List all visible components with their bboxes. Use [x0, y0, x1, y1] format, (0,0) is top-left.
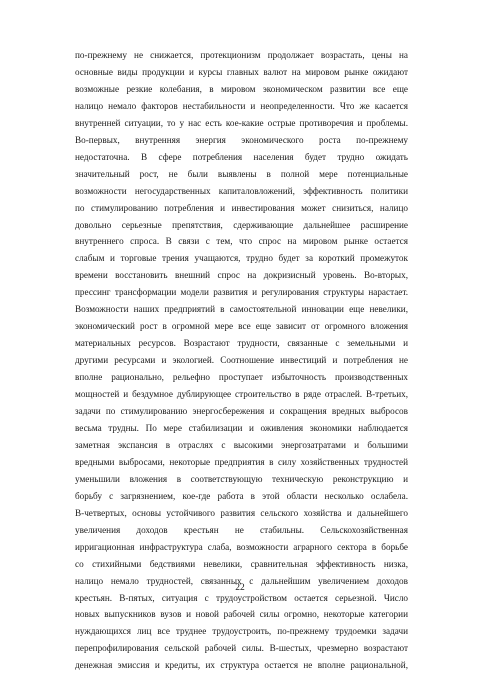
text-line: материальных ресурсов. Возрастают трудности, связанные с земельными и: [75, 338, 408, 349]
text-line: довольно серьезные препятствия, сдерживающие дальнейшее расширение: [75, 219, 408, 230]
body-text: [75, 47, 408, 674]
text-line: новых выпускников вузов и новой рабочей силы огромно, некоторые категории: [75, 609, 408, 620]
text-line: налицо немало трудностей, связанных с дальнейшим увеличением доходов: [75, 575, 408, 586]
text-line: заметная экспансия в отраслях с высокими энергозатратами и большими: [75, 439, 408, 450]
text-line: В-четвертых, основы устойчивого развития сельского хозяйства и дальнейшего: [75, 507, 408, 518]
text-line: вредными выбросами, некоторые предприятия в силу хозяйственных трудностей: [75, 456, 408, 467]
text-line: внутренней ситуации, то у нас есть кое-какие острые противоречия и проблемы.: [75, 117, 408, 128]
text-line: денежная эмиссия и кредиты, их структура остается не вполне рациональной,: [75, 660, 408, 671]
text-line: времени восстановить внешний спрос на докризисный уровень. Во-вторых,: [75, 270, 408, 281]
text-line: слабым и торговые трения учащаются, трудно будет за короткий промежуток: [75, 253, 408, 264]
text-line: ирригационная инфраструктура слаба, возможности аграрного сектора в борьбе: [75, 541, 408, 552]
text-line: налицо немало факторов нестабильности и неопределенности. Что же касается: [75, 100, 408, 111]
text-line: уменьшили вложения в соответствующую техническую реконструкцию и: [75, 473, 408, 484]
text-line: внутреннего спроса. В связи с тем, что спрос на мировом рынке остается: [75, 236, 408, 247]
text-line: Возможности наших предприятий в самостоятельной инновации еще невелики,: [75, 304, 408, 315]
text-line: экономический рост в огромной мере все еще зависит от огромного вложения: [75, 321, 408, 332]
text-line: крестьян. В-пятых, ситуация с трудоустройством остается серьезной. Число: [75, 592, 408, 603]
page-number: 22: [235, 583, 245, 593]
text-line: мощностей и бездумное дублирующее строительство в ряде отраслей. В-третьих,: [75, 389, 408, 400]
text-line: прессинг трансформации модели развития и регулирования структуры нарастает.: [75, 287, 408, 298]
text-line: по-прежнему не снижается, протекционизм продолжает возрастать, цены на: [75, 50, 408, 60]
text-line: перепрофилирования сельской рабочей силы. В-шестых, чрезмерно возрастают: [75, 643, 408, 654]
text-line: основные виды продукции и курсы главных валют на мировом рынке ожидают: [75, 66, 408, 77]
text-line: возможные резкие колебания, в мировом экономическом развитии все еще: [75, 83, 408, 94]
text-line: вполне рационально, рельефно проступает избыточность производственных: [75, 372, 408, 383]
text-line: по стимулированию потребления и инвестирования может снизиться, налицо: [75, 202, 408, 213]
text-line: значительный рост, не были выявлены в полной мере потенциальные: [75, 168, 408, 179]
text-line: увеличения доходов крестьян не стабильны. Сельскохозяйственная: [75, 524, 408, 535]
text-line: Во-первых, внутренняя энергия экономического роста по-прежнему: [75, 134, 408, 145]
text-line: нуждающихся лиц все труднее трудоустроить, по-прежнему трудоемки задачи: [75, 626, 408, 637]
text-line: весьма трудны. По мере стабилизации и оживления экономики наблюдается: [75, 422, 408, 433]
text-line: недостаточна. В сфере потребления населения будет трудно ожидать: [75, 151, 408, 162]
text-line: другими ресурсами и экологией. Соотношение инвестиций и потребления не: [75, 355, 408, 366]
text-line: борьбу с загрязнением, кое-где работа в этой области несколько ослабела.: [75, 490, 408, 501]
text-line: возможности негосударственных капиталовложений, эффективность политики: [75, 185, 408, 196]
text-line: задачи по стимулированию энергосбережения и сокращения вредных выбросов: [75, 406, 408, 417]
text-line: со стихийными бедствиями невелики, сравнительная эффективность низка,: [75, 558, 408, 569]
